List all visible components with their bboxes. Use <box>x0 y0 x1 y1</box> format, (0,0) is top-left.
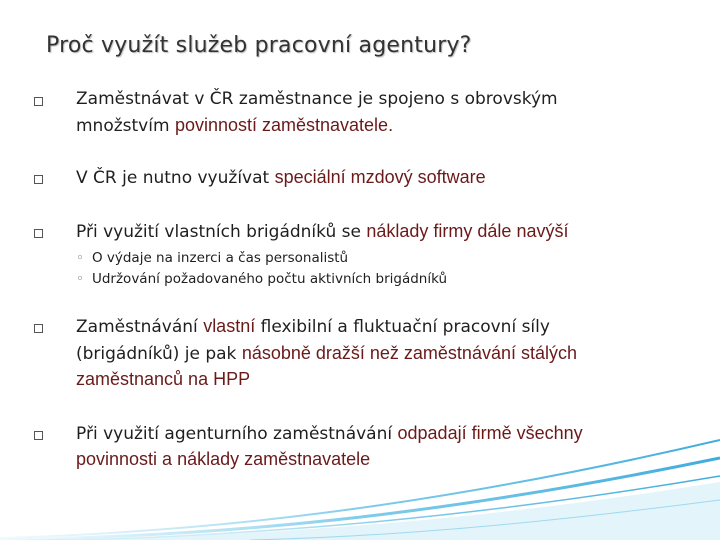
sub-item-text: Udržování požadovaného počtu aktivních brigádníků <box>91 271 448 287</box>
sub-item-text: O výdaje na inzerci a čas personalistů <box>91 250 349 266</box>
item-5-highlight-line2: povinnosti a náklady zaměstnavatele <box>76 449 371 469</box>
item-3-line-1 <box>76 218 568 245</box>
item-1-line-1 <box>76 86 558 112</box>
sub-item <box>76 248 348 268</box>
item-4-highlight-line3: zaměstnanců na HPP <box>76 369 251 389</box>
item-2-line-1 <box>76 164 486 191</box>
item-4-line-3 <box>76 366 250 393</box>
circle-bullet-icon: ◦ <box>76 271 84 287</box>
square-bullet-icon <box>34 175 43 184</box>
item-1-line-2 <box>76 112 393 139</box>
decorative-wave-graphic <box>0 420 720 540</box>
item-1-highlight: povinností zaměstnavatele. <box>174 115 394 135</box>
slide-title: Proč využít služeb pracovní agentury? <box>46 33 472 58</box>
square-bullet-icon <box>34 324 43 333</box>
circle-bullet-icon: ◦ <box>76 250 84 266</box>
square-bullet-icon <box>34 229 43 238</box>
item-4-text: Zaměstnávání <box>76 317 204 337</box>
item-4-highlight: vlastní <box>203 316 256 336</box>
item-2-text: V ČR je nutno využívat <box>76 168 275 188</box>
item-5-text: Při využití agenturního zaměstnávání <box>76 424 398 444</box>
sub-item <box>76 269 447 289</box>
item-4-highlight-line2: násobně dražší než zaměstnávání stálých <box>241 343 578 363</box>
item-1-text: Zaměstnávat v ČR zaměstnance je spojeno s obrovským <box>76 89 558 109</box>
item-1-text-cont: množstvím <box>76 116 175 136</box>
item-4-line-1 <box>76 313 550 340</box>
item-4-text-line2: (brigádníků) je pak <box>76 344 242 364</box>
item-3-highlight: náklady firmy dále navýší <box>366 221 569 241</box>
item-4-text-cont: flexibilní a fluktuační pracovní síly <box>255 317 550 337</box>
square-bullet-icon <box>34 97 43 106</box>
item-3-text: Při využití vlastních brigádníků se <box>76 222 367 242</box>
item-5-highlight: odpadají firmě všechny <box>397 423 583 443</box>
item-2-highlight: speciální mzdový software <box>274 167 486 187</box>
item-4-line-2 <box>76 340 577 367</box>
